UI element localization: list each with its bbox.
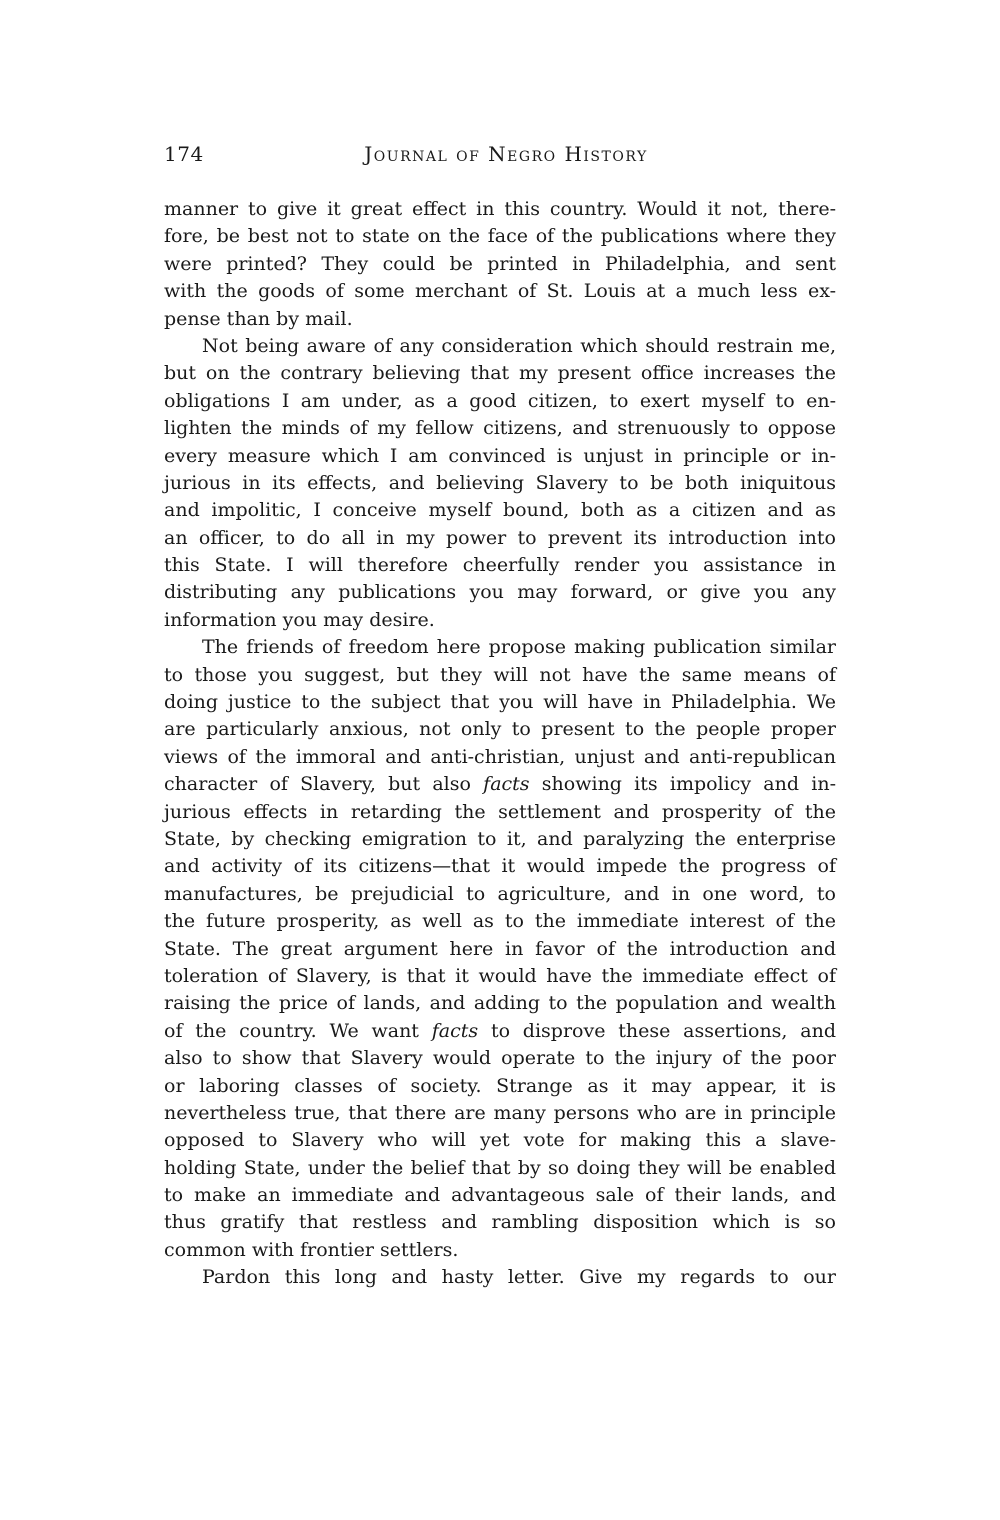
text-line: holding State, under the belief that by so doing they will be enabled — [164, 1156, 836, 1179]
text-line: manufactures, be prejudicial to agriculture, and in one word, to — [164, 882, 836, 905]
text-line: are particularly anxious, not only to present to the people proper — [164, 718, 836, 741]
text-line: to make an immediate and advantageous sale of their lands, and — [164, 1184, 836, 1207]
text-line: with the goods of some merchant of St. Louis at a much less ex- — [164, 280, 836, 303]
text-segment: of the country. We want — [164, 1019, 419, 1042]
text-line: pense than by mail. — [164, 307, 353, 330]
text-line: opposed to Slavery who will yet vote for making this a slave- — [164, 1129, 836, 1152]
italic-word: facts — [483, 773, 530, 796]
text-line: common with frontier settlers. — [164, 1238, 459, 1261]
text-line: also to show that Slavery would operate to the injury of the poor — [164, 1047, 836, 1070]
journal-title: Journal of Negro History — [364, 142, 648, 166]
text-line: raising the price of lands, and adding to the population and wealth — [164, 992, 836, 1015]
text-line — [164, 1018, 836, 1045]
text-line: nevertheless true, that there are many persons who are in principle — [164, 1101, 836, 1124]
text-segment: character of Slavery, but also — [164, 773, 471, 796]
text-line: thus gratify that restless and rambling disposition which is so — [164, 1211, 836, 1234]
paragraph-start-line: The friends of freedom here propose making publication similar — [202, 636, 836, 659]
text-line: the future prosperity, as well as to the immediate interest of the — [164, 910, 836, 933]
text-line: and impolitic, I conceive myself bound, both as a citizen and as — [164, 499, 836, 522]
text-segment: to disprove these assertions, and — [490, 1019, 836, 1042]
page-number: 174 — [164, 142, 204, 166]
body-text — [164, 196, 836, 1292]
text-line: obligations I am under, as a good citizen, to exert myself to en- — [164, 389, 836, 412]
text-line: toleration of Slavery, is that it would have the immediate effect of — [164, 964, 836, 987]
text-line: doing justice to the subject that you will have in Philadelphia. We — [164, 691, 836, 714]
text-line: views of the immoral and anti-christian, unjust and anti-republican — [164, 745, 836, 768]
text-line: were printed? They could be printed in Philadelphia, and sent — [164, 252, 836, 275]
running-head — [164, 142, 836, 176]
text-line: every measure which I am convinced is unjust in principle or in- — [164, 444, 836, 467]
paragraph-start-line: Not being aware of any consideration which should restrain me, — [202, 334, 836, 357]
text-segment: showing its impolicy and in- — [541, 773, 836, 796]
text-line: lighten the minds of my fellow citizens, and strenuously to oppose — [164, 417, 836, 440]
text-line: information you may desire. — [164, 608, 435, 631]
text-line: or laboring classes of society. Strange as it may appear, it is — [164, 1074, 836, 1097]
paragraph-start-line: Pardon this long and hasty letter. Give my regards to our — [202, 1266, 836, 1289]
text-line: an officer, to do all in my power to prevent its introduction into — [164, 526, 836, 549]
text-line: but on the contrary believing that my present office increases the — [164, 362, 836, 385]
text-line: fore, be best not to state on the face of the publications where they — [164, 225, 836, 248]
text-line: State. The great argument here in favor of the introduction and — [164, 937, 836, 960]
text-line: jurious effects in retarding the settlement and prosperity of the — [164, 800, 836, 823]
text-line: manner to give it great effect in this country. Would it not, there- — [164, 198, 836, 220]
text-line: State, by checking emigration to it, and paralyzing the enterprise — [164, 827, 836, 850]
text-line — [164, 771, 836, 798]
text-line: jurious in its effects, and believing Slavery to be both iniquitous — [164, 471, 836, 494]
text-line: distributing any publications you may forward, or give you any — [164, 581, 836, 604]
text-line: and activity of its citizens—that it would impede the progress of — [164, 855, 836, 878]
italic-word: facts — [431, 1019, 479, 1042]
text-line: to those you suggest, but they will not have the same means of — [164, 663, 836, 686]
text-line: this State. I will therefore cheerfully render you assistance in — [164, 554, 836, 577]
